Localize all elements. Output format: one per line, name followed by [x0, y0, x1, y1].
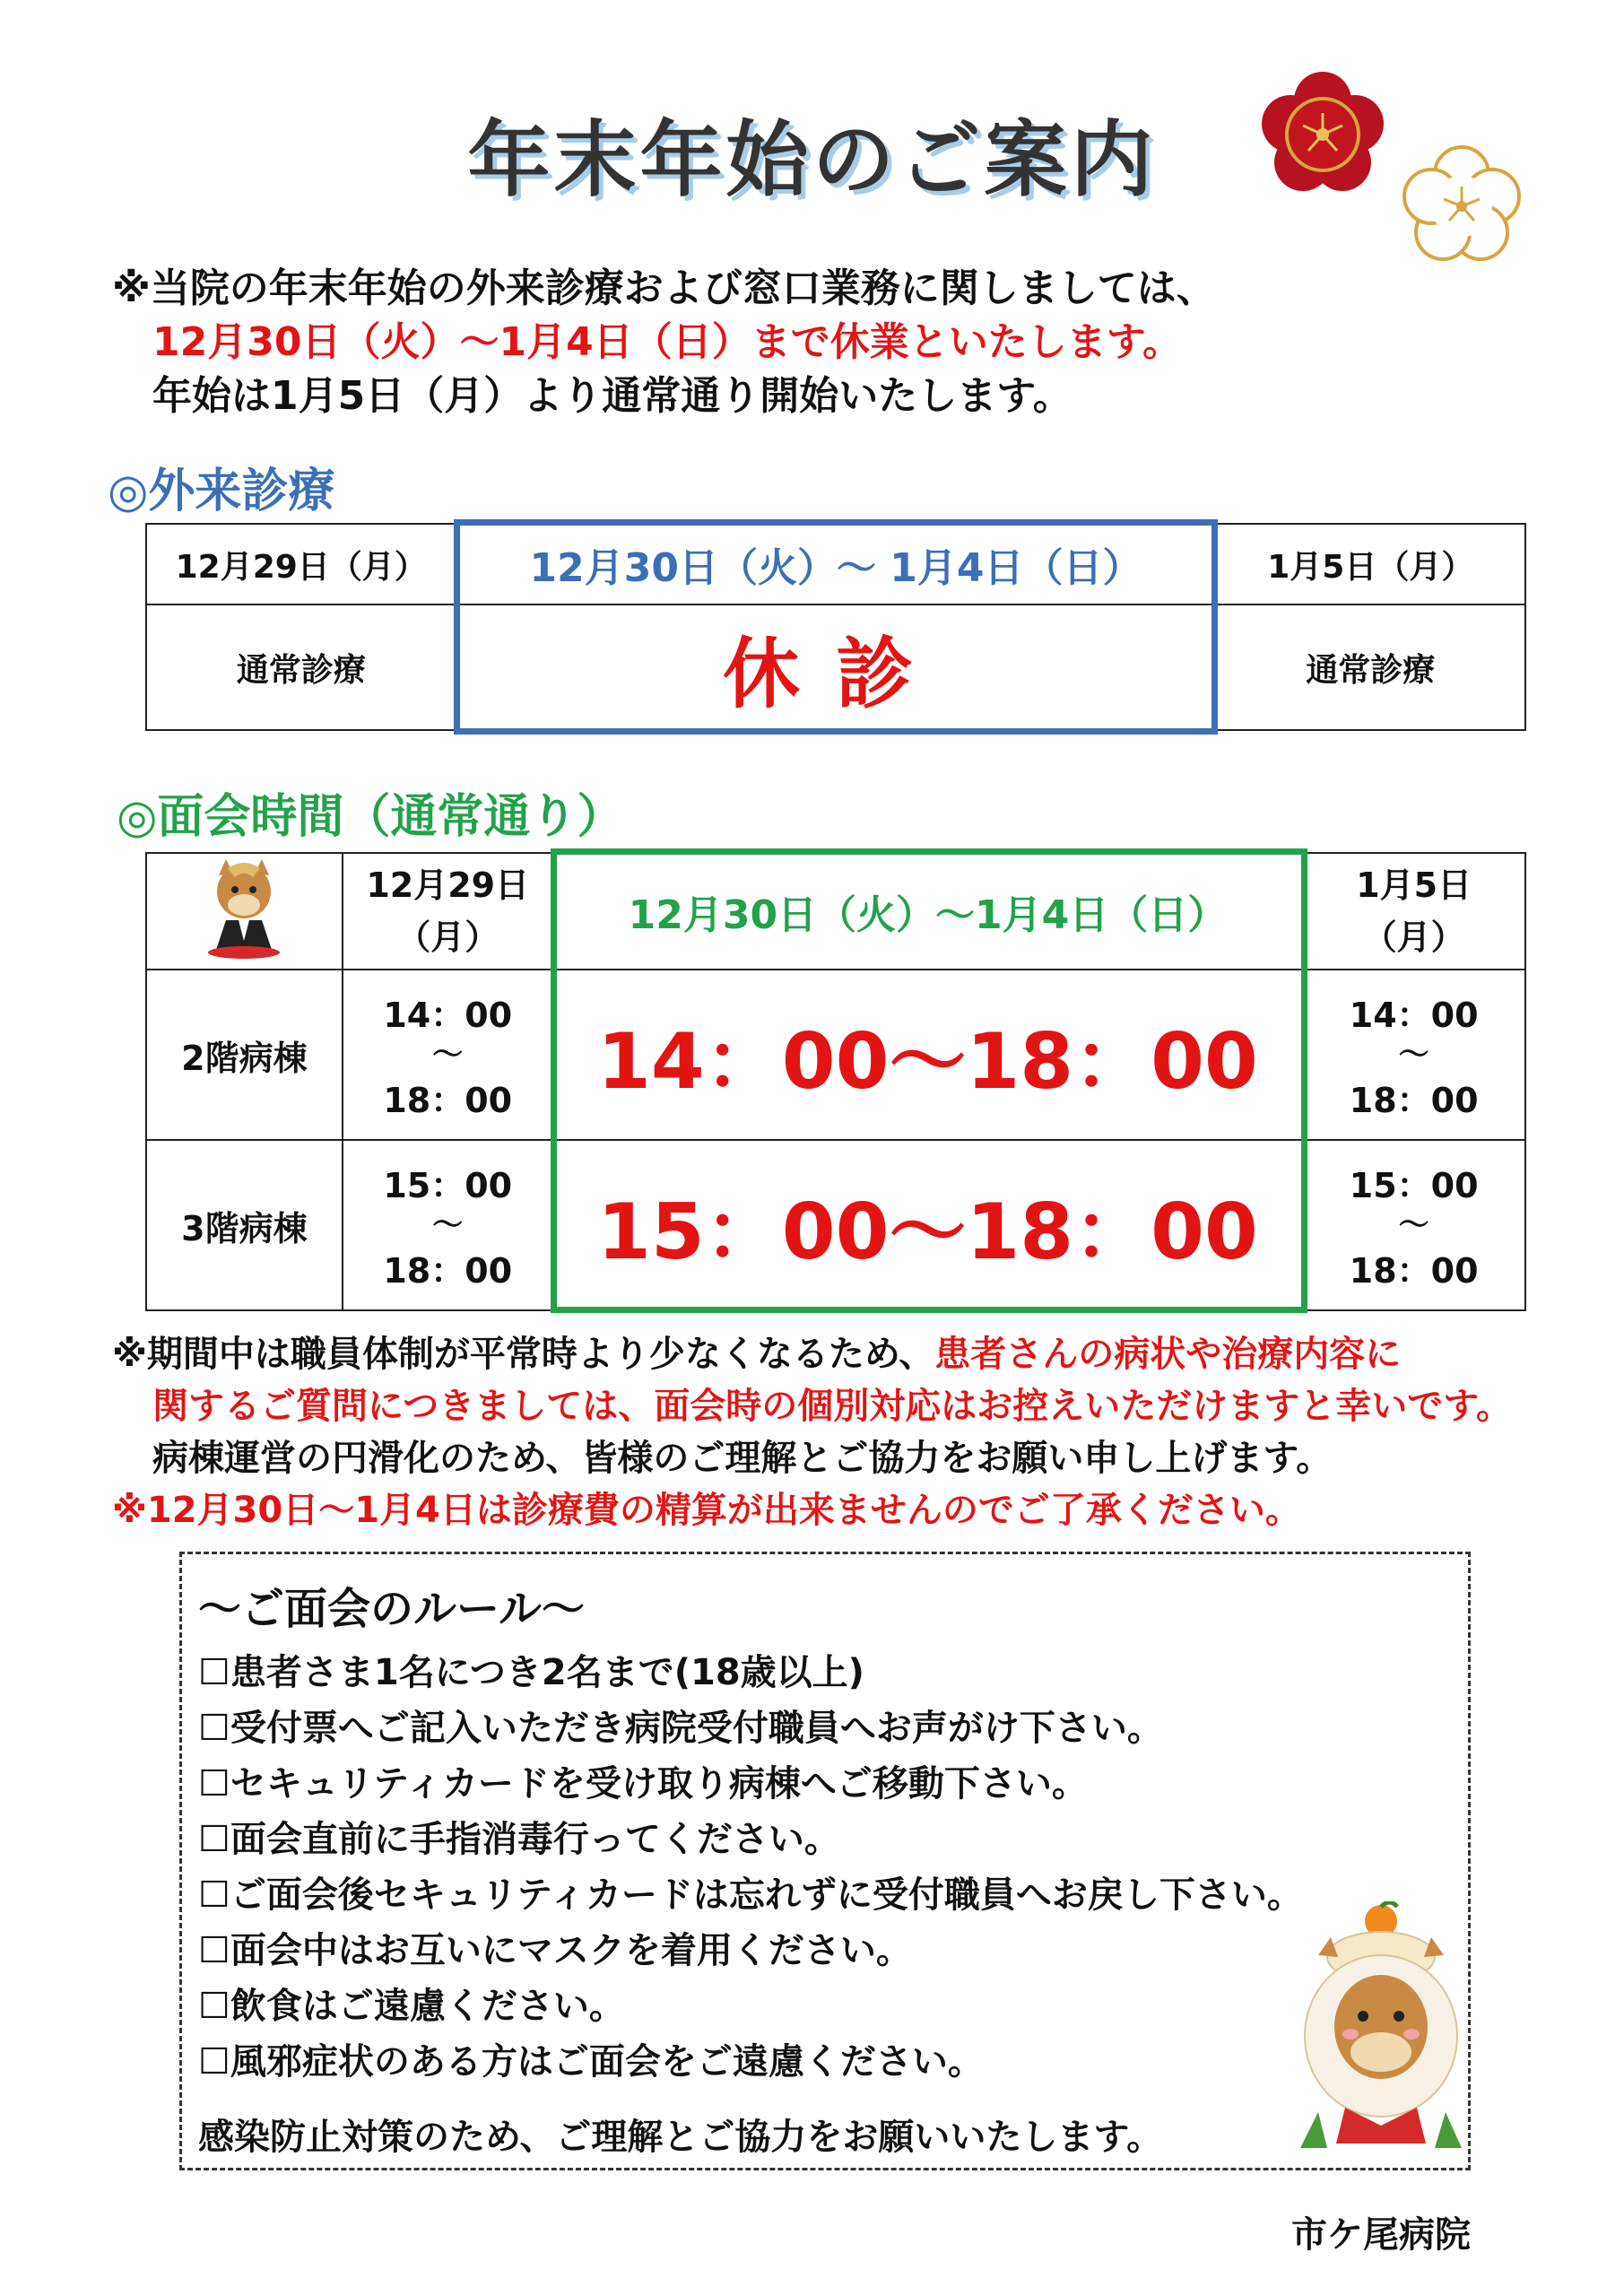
hospital-name: 市ケ尾病院	[1291, 2214, 1471, 2256]
note-line-4: ※12月30日～1月4日は診療費の精算が出来ませんのでご了承ください。	[112, 1490, 1301, 1531]
rule-item-8: ☐風邪症状のある方はご面会をご遠慮ください。	[198, 2041, 984, 2083]
visiting-date-col3	[1302, 853, 1525, 970]
ward-2f-col3-tilde: ～	[1398, 1037, 1429, 1073]
ward-2f-label: 2階病棟	[146, 970, 343, 1140]
ward-3f-label: 3階病棟	[146, 1140, 343, 1310]
visiting-date-col1	[343, 853, 553, 970]
horse-mascot-cell	[146, 853, 343, 970]
note-line-3: 病棟運営の円滑化のため、皆様のご理解とご協力をお願い申し上げます。	[152, 1438, 1333, 1479]
ward-2f-hours: 14：00～18：00	[553, 970, 1303, 1140]
outpatient-status-col3: 通常診療	[1216, 604, 1525, 730]
rule-item-3: ☐セキュリティカードを受け取り病棟へご移動下さい。	[198, 1763, 1088, 1805]
visiting-heading: ◎面会時間（通常通り）	[117, 790, 624, 844]
visiting-date-col1-day: 12月29日	[366, 865, 530, 905]
ward-3f-col3-start: 15：00	[1349, 1166, 1479, 1205]
ward-3f-col3-tilde: ～	[1398, 1207, 1429, 1243]
ward-2f-col1-start: 14：00	[383, 996, 513, 1035]
horse-mascot-icon	[199, 856, 289, 959]
visiting-date-col3-weekday: （月）	[1362, 918, 1465, 957]
outpatient-status-closed: 休診	[456, 604, 1215, 730]
ward-3f-hours: 15：00～18：00	[553, 1140, 1303, 1310]
visiting-date-col3-day: 1月5日	[1356, 865, 1472, 905]
rule-item-5: ☐ご面会後セキュリティカードは忘れずに受付職員へお戻し下さい。	[198, 1874, 1303, 1916]
ward-2f-col3-start: 14：00	[1349, 996, 1479, 1035]
visiting-rules-box	[179, 1552, 1471, 2170]
ward-3f-col3-end: 18：00	[1349, 1251, 1479, 1291]
closed-period-frame	[454, 519, 1218, 735]
outpatient-status-col1: 通常診療	[146, 604, 456, 730]
ward-2f-col3	[1302, 970, 1525, 1140]
kagami-mochi-horse-icon	[1291, 1901, 1471, 2152]
ward-2f-col1-tilde: ～	[432, 1037, 464, 1073]
page-title: 年末年始のご案内	[467, 112, 1157, 208]
outpatient-heading: ◎外来診療	[108, 465, 335, 518]
visiting-date-col2: 12月30日（火）～1月4日（日）	[553, 853, 1303, 970]
rule-item-4: ☐面会直前に手指消毒行ってください。	[198, 1819, 840, 1860]
rule-item-1: ☐患者さま1名につき2名まで(18歳以上)	[198, 1652, 864, 1693]
ward-3f-col1-start: 15：00	[383, 1166, 513, 1205]
ward-2f-col3-end: 18：00	[1349, 1081, 1479, 1120]
ward-2f-col1-end: 18：00	[383, 1081, 513, 1120]
holiday-period-frame	[551, 848, 1307, 1313]
ward-3f-col1-tilde: ～	[432, 1207, 464, 1243]
visiting-date-col1-weekday: （月）	[396, 918, 499, 957]
note-line-2: 関するご質問につきましては、面会時の個別対応はお控えいただけますと幸いです。	[152, 1386, 1512, 1427]
ward-3f-col3	[1302, 1140, 1525, 1310]
outpatient-date-col3: 1月5日（月）	[1216, 524, 1525, 604]
intro-line-2: 12月30日（火）～1月4日（日）まで休業といたします。	[152, 319, 1183, 365]
rules-heading: ～ご面会のルール～	[198, 1584, 586, 1634]
outpatient-date-col1: 12月29日（月）	[146, 524, 456, 604]
note-line-1	[112, 1326, 1401, 1377]
note-line-1b: 患者さんの病状や治療内容に	[934, 1334, 1402, 1375]
rule-item-7: ☐飲食はご遠慮ください。	[198, 1986, 625, 2027]
rule-item-2: ☐受付票へご記入いただき病院受付職員へお声がけ下さい。	[198, 1708, 1163, 1749]
plum-flower-icon	[1255, 72, 1551, 278]
rules-closing: 感染防止対策のため、ご理解とご協力をお願いいたします。	[198, 2117, 1163, 2158]
rule-item-6: ☐面会中はお互いにマスクを着用ください。	[198, 1930, 912, 1971]
intro-line-1: ※当院の年末年始の外来診療および窓口業務に関しましては、	[112, 265, 1216, 311]
outpatient-date-col2: 12月30日（火）～ 1月4日（日）	[456, 524, 1215, 604]
ward-3f-col1-end: 18：00	[383, 1251, 513, 1291]
intro-line-3: 年始は1月5日（月）より通常通り開始いたします。	[152, 373, 1073, 419]
note-line-1a: ※期間中は職員体制が平常時より少なくなるため、	[112, 1334, 935, 1375]
ward-3f-col1	[343, 1140, 553, 1310]
ward-2f-col1	[343, 970, 553, 1140]
